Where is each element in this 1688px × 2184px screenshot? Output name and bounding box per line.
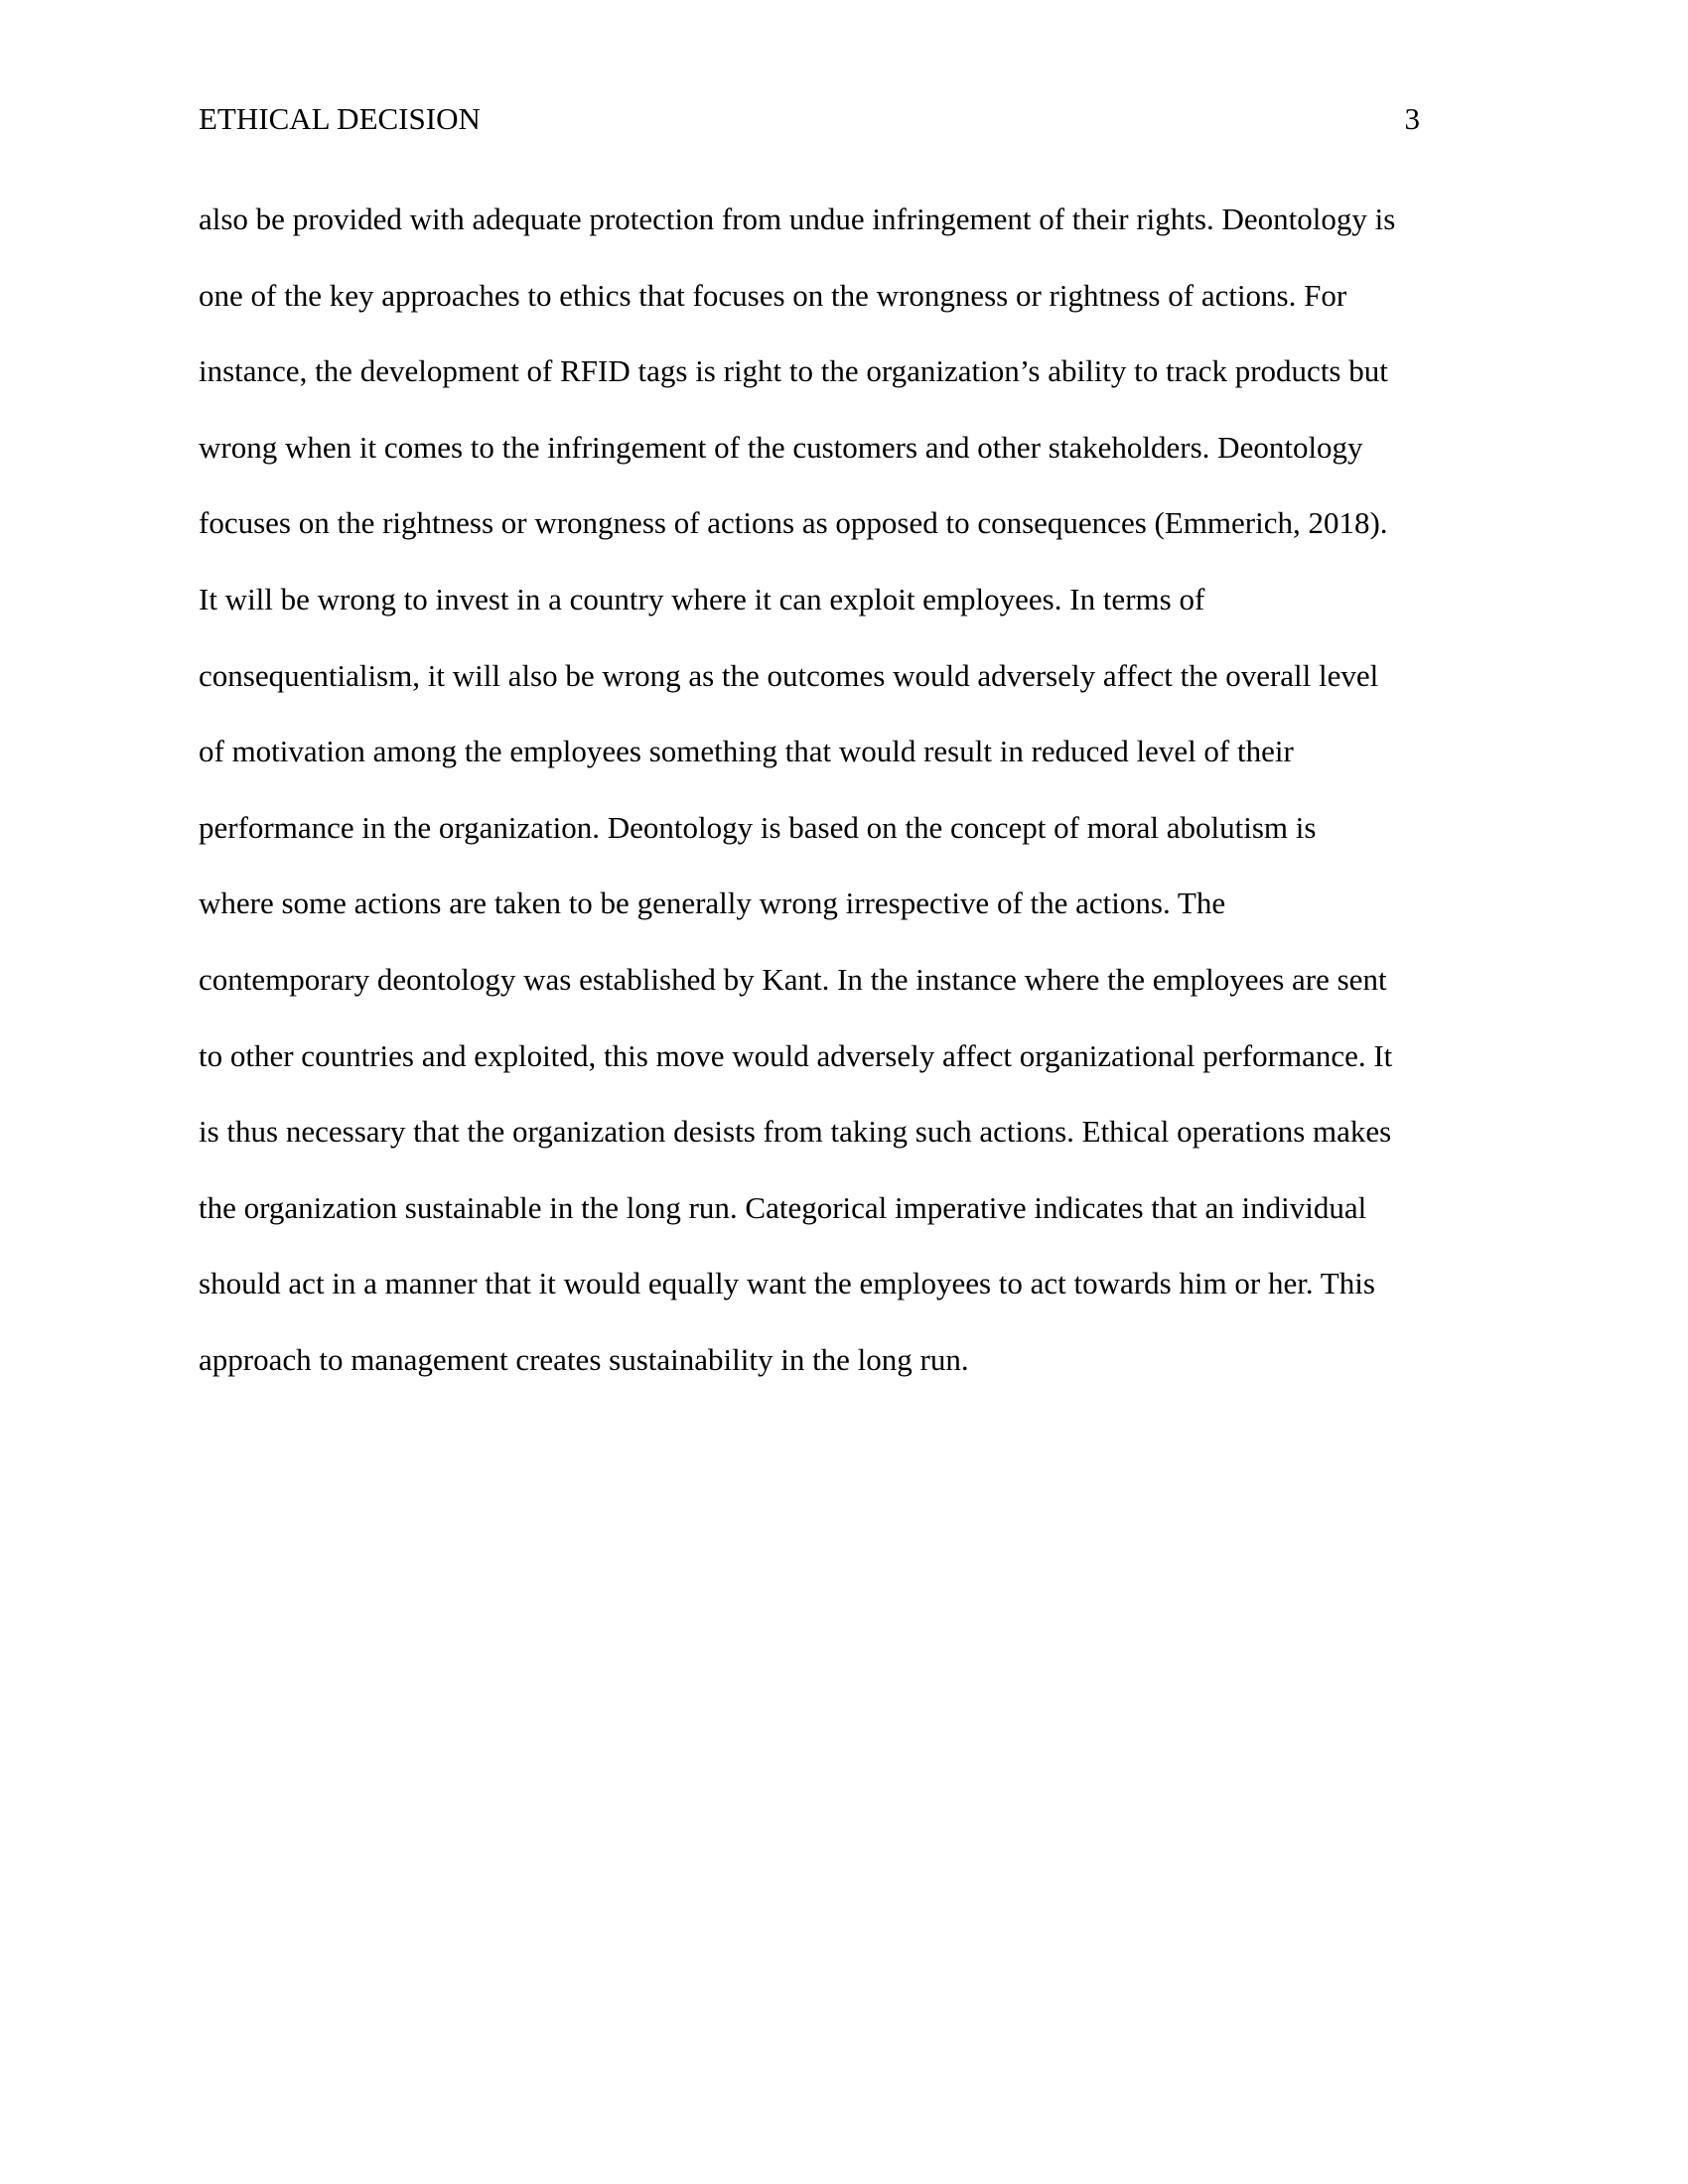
text-line: instance, the development of RFID tags is right to the organization’s ability to track products but <box>199 353 1388 389</box>
text-line: is thus necessary that the organization desists from taking such actions. Ethical operations makes <box>199 1114 1392 1150</box>
running-head <box>199 99 1420 139</box>
text-line: performance in the organization. Deontology is based on the concept of moral abolutism is <box>199 809 1317 845</box>
text-line: to other countries and exploited, this move would adversely affect organizational performance. It <box>199 1037 1393 1073</box>
text-line: the organization sustainable in the long run. Categorical imperative indicates that an individual <box>199 1189 1367 1225</box>
text-line: one of the key approaches to ethics that focuses on the wrongness or rightness of actions. For <box>199 277 1347 313</box>
text-line: It will be wrong to invest in a country where it can exploit employees. In terms of <box>199 581 1205 616</box>
text-line: also be provided with adequate protection from undue infringement of their rights. Deontology is <box>199 202 1396 236</box>
text-line: wrong when it comes to the infringement of the customers and other stakeholders. Deontology <box>199 429 1363 465</box>
text-line: consequentialism, it will also be wrong as the outcomes would adversely affect the overall level <box>199 657 1379 693</box>
text-line: approach to management creates sustainability in the long run. <box>199 1341 969 1377</box>
body-paragraph <box>199 197 1499 1414</box>
text-line: where some actions are taken to be generally wrong irrespective of the actions. The <box>199 886 1226 921</box>
page-number: 3 <box>1404 101 1420 136</box>
running-head-title: ETHICAL DECISION <box>199 101 481 136</box>
text-line: contemporary deontology was established by Kant. In the instance where the employees are sent <box>199 961 1387 997</box>
text-line: of motivation among the employees something that would result in reduced level of their <box>199 734 1294 769</box>
text-line: should act in a manner that it would equally want the employees to act towards him or her. This <box>199 1266 1375 1301</box>
text-line: focuses on the rightness or wrongness of actions as opposed to consequences (Emmerich, 2018). <box>199 505 1388 541</box>
